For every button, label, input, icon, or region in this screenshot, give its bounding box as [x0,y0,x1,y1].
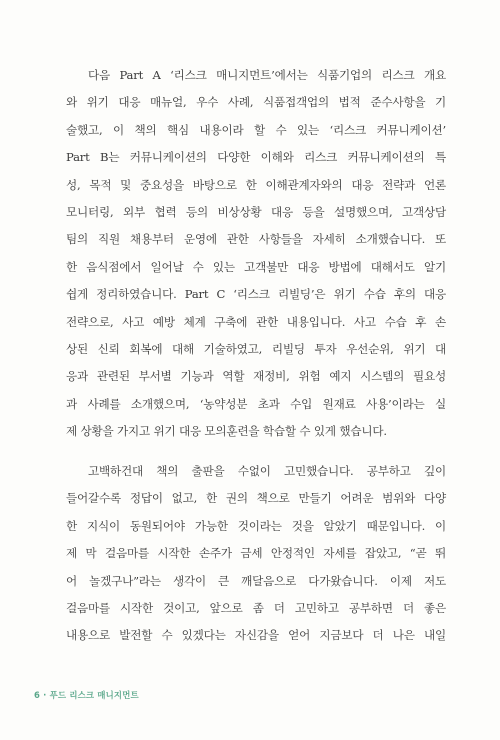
paragraph-2-line-1: 고백하건대 책의 출판을 수없이 고민했습니다. 공부하고 깊이 [88,464,446,478]
paragraph-1-line-8: 한 음식점에서 일어날 수 있는 고객불만 대응 방법에 대해서도 알기 [66,259,446,274]
paragraph-1-line-14: 제 상황을 가지고 위기 대응 모의훈련을 학습할 수 있게 했습니다. [66,424,387,439]
paragraph-2-line-5: 어 놀겠구나”라는 생각이 큰 깨달음으로 다가왔습니다. 이제 저도 [66,573,446,588]
paragraph-1-line-9: 쉽게 정리하였습니다. Part C ‘리스크 리빌딩’은 위기 수습 후의 대응 [66,287,446,302]
paragraph-1-line-3: 술했고, 이 책의 핵심 내용이라 할 수 있는 ‘리스크 커뮤니케이션’ [66,122,446,137]
paragraph-2 [66,458,446,650]
paragraph-2-line-6: 걸음마를 시작한 것이고, 앞으로 좀 더 고민하고 공부하면 더 좋은 [66,600,446,615]
paragraph-2-line-3: 한 지식이 동원되어야 가능한 것이라는 것을 알았기 때문입니다. 이 [66,518,446,533]
paragraph-1 [66,62,446,445]
paragraph-2-line-2: 들어갈수록 정답이 없고, 한 권의 책으로 만들기 어려운 범위와 다양 [66,491,446,506]
paragraph-1-line-5: 성, 목적 및 중요성을 바탕으로 한 이해관계자와의 대응 전략과 언론 [66,177,446,192]
paragraph-1-line-11: 상된 신뢰 회복에 대해 기술하였고, 리빌딩 투자 우선순위, 위기 대 [66,341,446,356]
paragraph-2-line-7: 내용으로 발전할 수 있겠다는 자신감을 얻어 지금보다 더 나은 내일 [66,628,446,643]
paragraph-1-line-4: Part B는 커뮤니케이션의 다양한 이해와 리스크 커뮤니케이션의 특 [66,150,446,165]
paragraph-1-line-10: 전략으로, 사고 예방 체계 구축에 관한 내용입니다. 사고 수습 후 손 [66,314,446,329]
paragraph-1-line-12: 응과 관련된 부서별 기능과 역할 재정비, 위험 예지 시스템의 필요성 [66,369,446,384]
paragraph-1-line-1: 다음 Part A ‘리스크 매니지먼트’에서는 식품기업의 리스크 개요 [88,68,446,82]
page-number-label: 6 · 푸드 리스크 매니지먼트 [34,690,139,700]
paragraph-1-line-7: 팀의 직원 채용부터 운영에 관한 사항들을 자세히 소개했습니다. 또 [66,232,446,247]
paragraph-2-line-4: 제 막 걸음마를 시작한 손주가 금세 안정적인 자세를 잡았고, “곧 뛰 [66,546,446,561]
page-footer [34,689,139,701]
paragraph-1-line-13: 과 사례를 소개했으며, ‘농약성분 초과 수입 원재료 사용’이라는 실 [66,396,446,411]
paragraph-1-line-6: 모니터링, 외부 협력 등의 비상상황 대응 등을 설명했으며, 고객상담 [66,204,446,219]
paragraph-1-line-2: 와 위기 대응 매뉴얼, 우수 사례, 식품접객업의 법적 준수사항을 기 [66,95,446,110]
